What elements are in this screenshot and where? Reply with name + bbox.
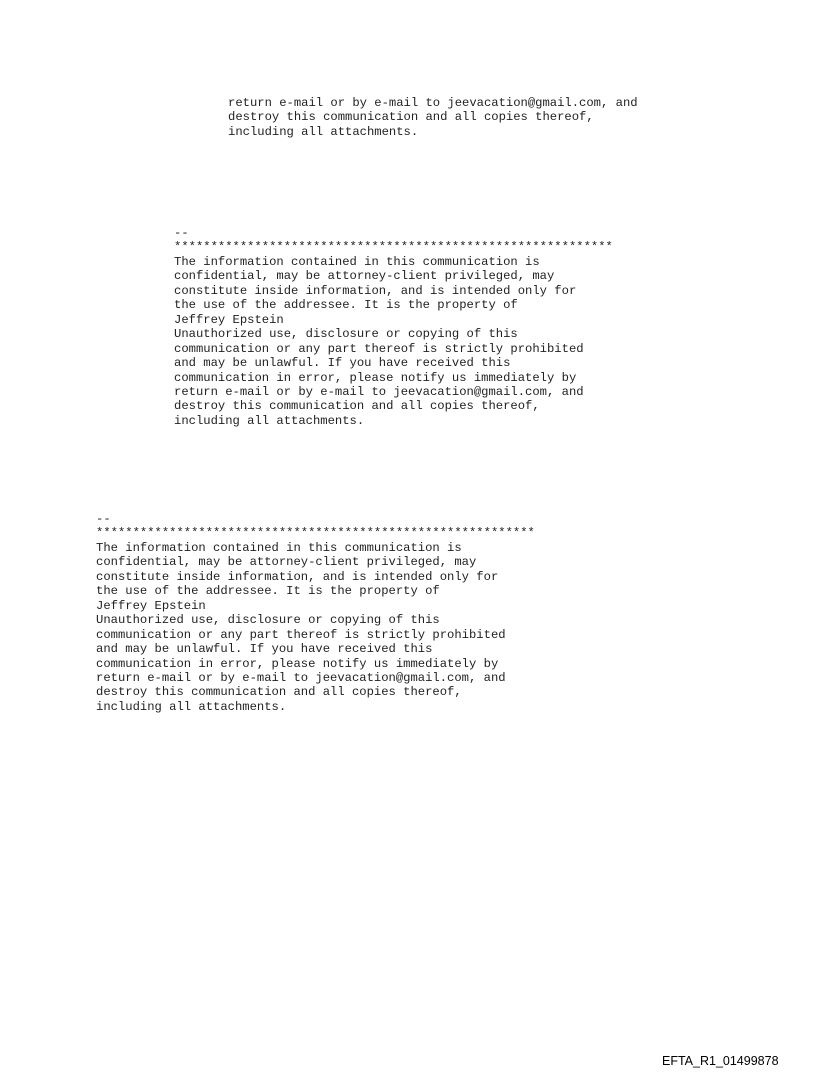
text-line: The information contained in this communication is: [174, 254, 540, 269]
text-line: constitute inside information, and is intended only for: [96, 569, 499, 584]
quoted-confidentiality-notice: [174, 226, 613, 428]
text-line: constitute inside information, and is intended only for: [174, 283, 577, 298]
text-line: destroy this communication and all copies thereof,: [228, 110, 594, 125]
text-line: ************************************************************: [96, 526, 535, 541]
document-id: EFTA_R1_01499878: [662, 1054, 779, 1068]
text-line: destroy this communication and all copies thereof,: [96, 685, 462, 700]
text-line: and may be unlawful. If you have received this: [174, 356, 511, 371]
text-line: communication or any part thereof is strictly prohibited: [96, 627, 506, 642]
text-line: including all attachments.: [96, 699, 287, 714]
text-line: Unauthorized use, disclosure or copying of this: [96, 613, 440, 628]
text-line: the use of the addressee. It is the property of: [174, 298, 518, 313]
quoted-disclaimer-fragment: [228, 96, 638, 139]
text-line: the use of the addressee. It is the property of: [96, 584, 440, 599]
text-line: confidential, may be attorney-client privileged, may: [174, 269, 555, 284]
text-line: communication or any part thereof is strictly prohibited: [174, 341, 584, 356]
text-line: return e-mail or by e-mail to jeevacation@gmail.com, and: [228, 96, 638, 110]
text-line: return e-mail or by e-mail to jeevacation@gmail.com, and: [174, 384, 584, 399]
text-line: including all attachments.: [174, 413, 365, 428]
text-line: ************************************************************: [174, 240, 613, 255]
text-line: --: [174, 226, 189, 240]
text-line: including all attachments.: [228, 124, 419, 139]
confidentiality-notice: [96, 512, 535, 714]
text-line: communication in error, please notify us immediately by: [174, 370, 577, 385]
text-line: destroy this communication and all copies thereof,: [174, 399, 540, 414]
text-line: Unauthorized use, disclosure or copying of this: [174, 327, 518, 342]
text-line: confidential, may be attorney-client privileged, may: [96, 555, 477, 570]
text-line: Jeffrey Epstein: [96, 598, 206, 613]
text-line: --: [96, 512, 111, 526]
text-line: return e-mail or by e-mail to jeevacation@gmail.com, and: [96, 670, 506, 685]
text-line: The information contained in this communication is: [96, 540, 462, 555]
text-line: Jeffrey Epstein: [174, 312, 284, 327]
text-line: communication in error, please notify us immediately by: [96, 656, 499, 671]
text-line: and may be unlawful. If you have received this: [96, 642, 433, 657]
